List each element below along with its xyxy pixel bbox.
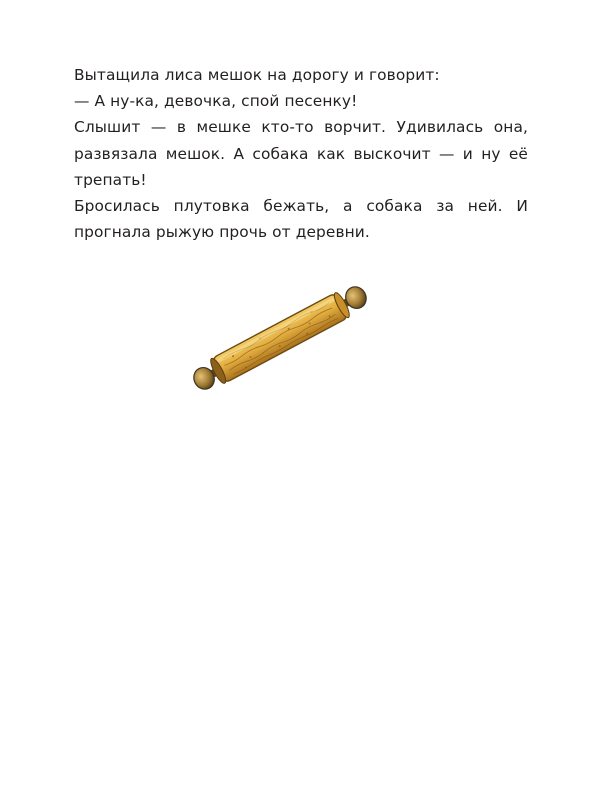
roller-body <box>208 291 352 385</box>
story-text <box>74 62 528 245</box>
paragraph: Слышит — в мешке кто-то ворчит. Удивилась она, развязала мешок. А собака как выскочит — и ну её трепать! <box>74 118 528 189</box>
rolling-pin-illustration <box>188 282 372 394</box>
paragraph: Бросилась плутовка бежать, а собака за ней. И прогнала рыжую прочь от деревни. <box>74 197 528 242</box>
paragraph: Вытащила лиса мешок на дорогу и говорит: <box>74 66 440 84</box>
paragraph: — А ну-ка, девочка, спой песенку! <box>74 92 358 111</box>
